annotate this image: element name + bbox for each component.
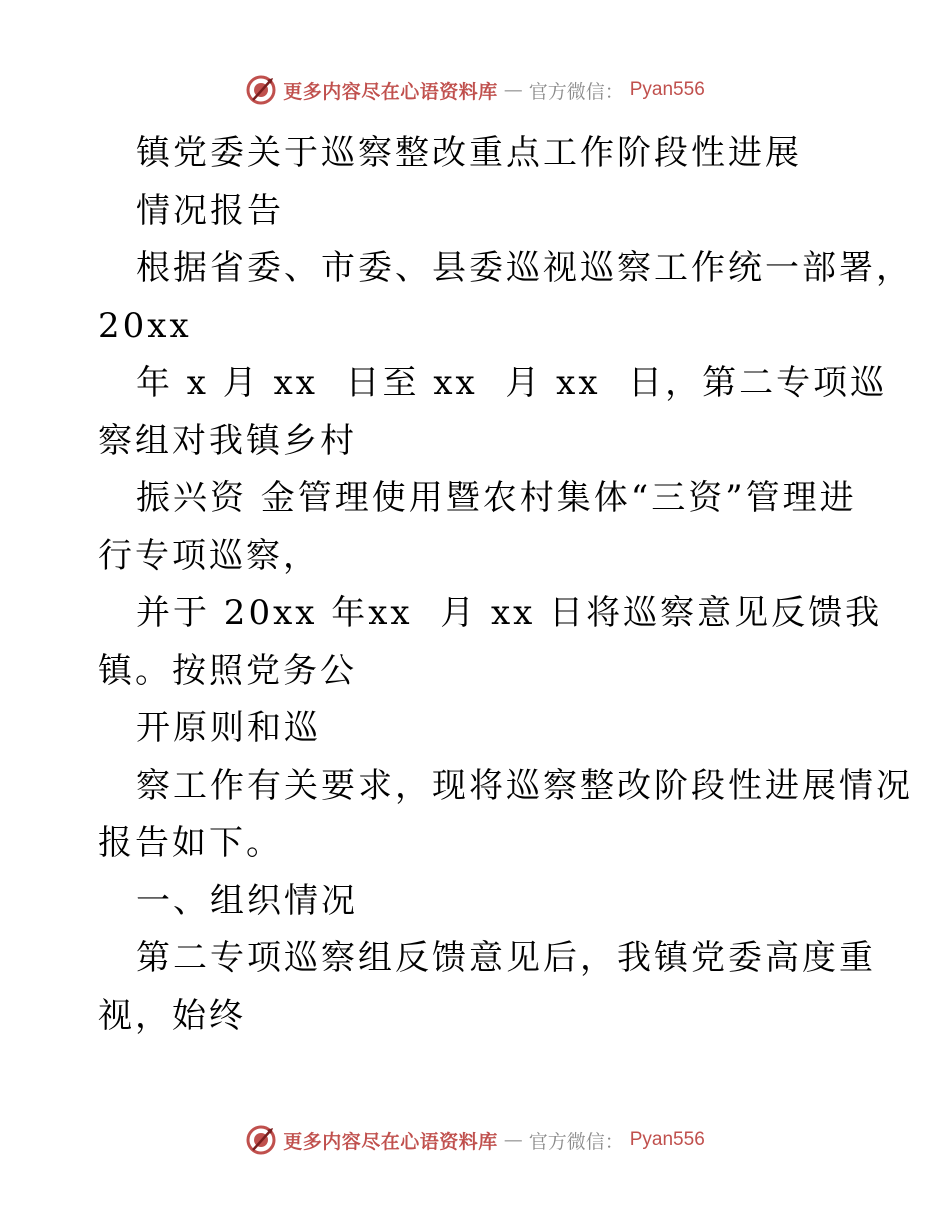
header-watermark xyxy=(0,70,950,110)
paragraph-line: 第二专项巡察组反馈意见后，我镇党委高度重 xyxy=(136,938,876,978)
paragraph-line: 察组对我镇乡村 xyxy=(98,420,357,461)
paragraph-line: 视，始终 xyxy=(98,995,246,1036)
quill-logo-icon xyxy=(245,74,277,106)
watermark-wechat-label: 官方微信： xyxy=(528,80,624,103)
paragraph-line: 振兴资 金管理使用暨农村集体“三资”管理进 xyxy=(136,478,857,518)
title-line-1: 镇党委关于巡察整改重点工作阶段性进展 xyxy=(136,133,802,173)
paragraph-line: 开原则和巡 xyxy=(136,708,321,748)
paragraph-line: 报告如下。 xyxy=(98,823,283,863)
watermark-wechat-id: Pyan556 xyxy=(629,79,705,100)
paragraph-line: 察工作有关要求，现将巡察整改阶段性进展情况 xyxy=(136,765,913,806)
paragraph-line: 行专项巡察， xyxy=(98,535,320,576)
paragraph-line: 并于 20xx 年xx 月 xx 日将巡察意见反馈我 xyxy=(136,593,883,633)
paragraph-line: 20xx xyxy=(98,305,192,346)
watermark-separator: — xyxy=(503,1129,523,1151)
watermark-wechat-id: Pyan556 xyxy=(629,1129,705,1150)
title-line-2: 情况报告 xyxy=(136,190,284,231)
watermark-text: 更多内容尽在心语资料库 xyxy=(283,80,498,103)
footer-watermark xyxy=(0,1120,950,1160)
paragraph-line: 根据省委、市委、县委巡视巡察工作统一部署， xyxy=(136,248,913,288)
watermark-wechat-label: 官方微信： xyxy=(528,1130,624,1153)
watermark-text: 更多内容尽在心语资料库 xyxy=(283,1130,498,1153)
paragraph-line: 年 x 月 xx 日至 xx 月 xx 日，第二专项巡 xyxy=(136,363,888,403)
paragraph-line: 镇。按照党务公 xyxy=(98,650,357,691)
section-heading: 一、组织情况 xyxy=(136,880,358,921)
watermark-separator: — xyxy=(503,79,523,101)
quill-logo-icon xyxy=(245,1124,277,1156)
document-body xyxy=(98,125,913,1045)
